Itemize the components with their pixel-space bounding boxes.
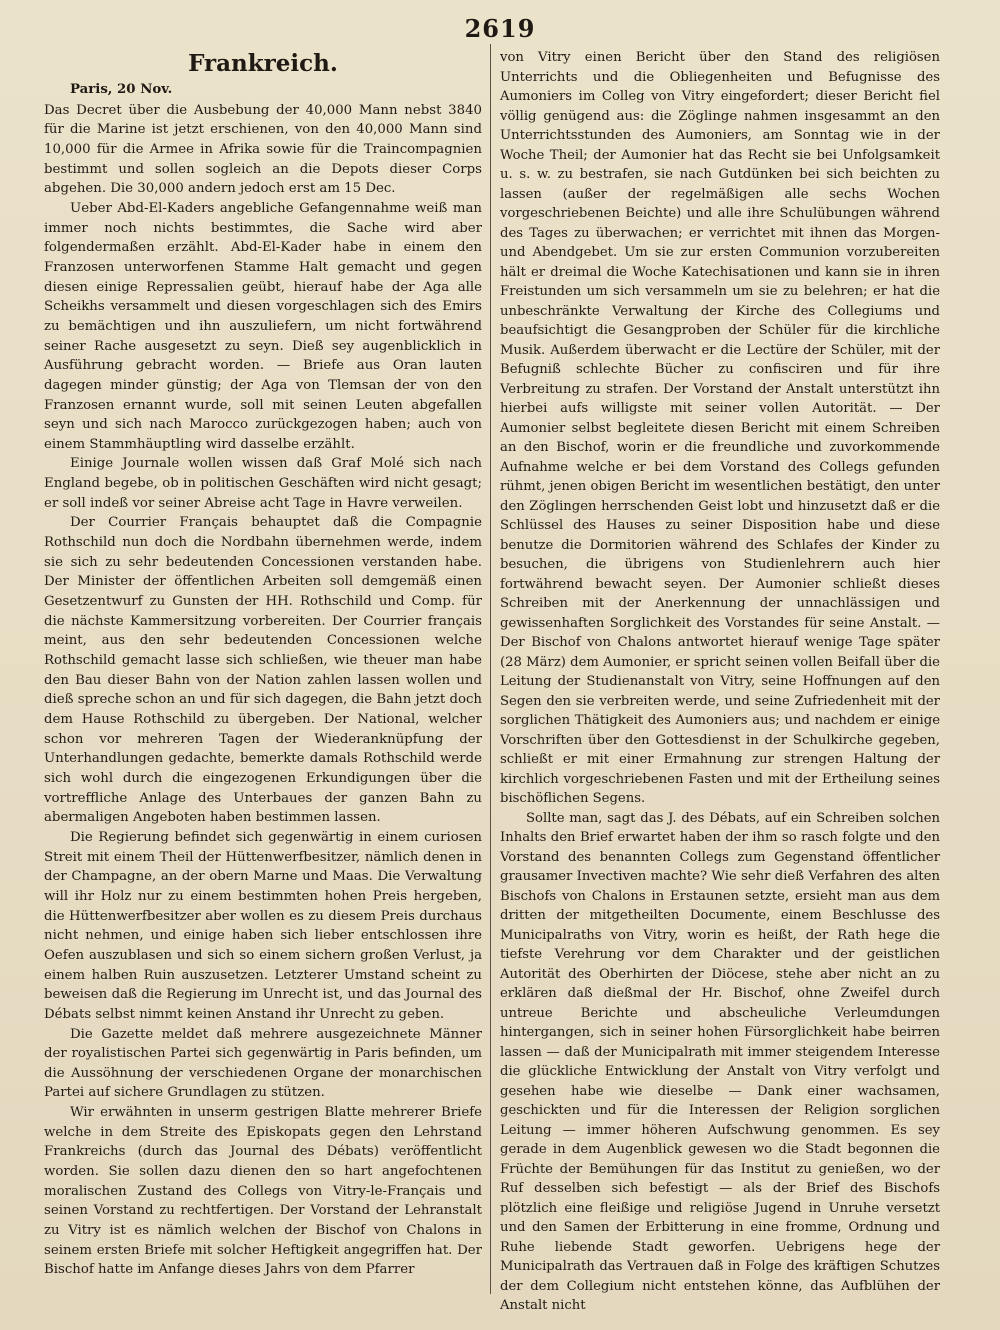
article-paragraph: Das Decret über die Ausbebung der 40,000 Mann nebst 3840 für die Marine ist jetzt erschienen, von den 40,000 Mann sind 10,000 für die Armee in Afrika sowie für die Traincompagnien bestimmt und sollen sogleich an die Depots dieser Corps abgehen. Die 30,000 andern jedoch erst am 15 Dec. <box>44 102 482 197</box>
article-paragraph: Der Courrier Français behauptet daß die Compagnie Rothschild nun doch die Nordbahn übernehmen werde, indem sie sich zu sehr bedeutenden Concessionen verstanden habe. Der Minister der öffentlichen Arbeiten soll demgemäß einen Gesetzentwurf zu Gunsten der HH. Rothschild und Comp. für die nächste Kammersitzung vorbereiten. Der Courrier français meint, aus den sehr bedeutenden Concessionen welche Rothschild gemacht lasse sich schließen, wie theuer man habe den Bau dieser Bahn von der Nation zahlen lassen wollen und dieß spreche schon an und für sich dagegen, die Bahn jetzt doch dem Hause Rothschild zu übergeben. Der National, welcher schon vor mehreren Tagen der Wiederanknüpfung der Unterhandlungen gedachte, bemerkte damals Rothschild werde sich wohl durch die eingezogenen Erkundigungen über die vortreffliche Anlage des Unterbaues der ganzen Bahn zu abermaligen Angeboten haben bestimmen lassen. <box>44 515 482 826</box>
article-paragraph: Einige Journale wollen wissen daß Graf Molé sich nach England begebe, ob in politischen Geschäften wird nicht gesagt; er soll indeß vor seiner Abreise acht Tage in Havre verweilen. <box>44 456 482 511</box>
page-number: 2619 <box>464 14 536 43</box>
dateline: Paris, 20 Nov. <box>70 82 173 97</box>
section-heading: Frankreich. <box>188 50 338 77</box>
article-paragraph: Sollte man, sagt das J. des Débats, auf ein Schreiben solchen Inhalts den Brief erwartet haben der ihm so rasch folgte und den Vorstand des benannten Collegs zum Gegenstand öffentlicher grausamer Invectiven machte? Wie sehr dieß Verfahren des alten Bischofs von Chalons in Erstaunen setzte, ersieht man aus dem dritten der mitgetheilten Documente, einem Beschlusse des Municipalraths von Vitry, worin es heißt, der Rath hege die tiefste Verehrung vor dem Charakter und der geistlichen Autorität des Oberhirten der Diöcese, stehe aber nicht an zu erklären daß dießmal der Hr. Bischof, ohne Zweifel durch untreue Berichte und abscheuliche Verleumdungen hintergangen, sich in seiner hohen Fürsorglichkeit habe beirren lassen — daß der Municipalrath mit immer steigendem Interesse die glückliche Entwicklung der Anstalt von Vitry verfolgt und gesehen habe wie dieselbe — Dank einer wachsamen, geschickten und für die Interessen der Religion sorglichen Leitung — immer höheren Aufschwung genommen. Es sey gerade in dem Augenblick gewesen wo die Stadt begonnen die Früchte der Bemühungen für das Institut zu genießen, wo der Ruf desselben sich befestigt — als der Brief des Bischofs plötzlich eine fleißige und religiöse Jugend in Unruhe versetzt und den Samen der Erbitterung in eine fromme, Ordnung und Ruhe liebende Stadt geworfen. Uebrigens hege der Municipalrath das Vertrauen daß in Folge des kräftigen Schutzes der dem Collegium nicht entstehen könne, das Aufblühen der Anstalt nicht <box>500 810 940 1313</box>
right-column <box>500 48 940 1316</box>
article-paragraph: Ueber Abd-El-Kaders angebliche Gefangennahme weiß man immer noch nichts bestimmtes, die Sache wird aber folgendermaßen erzählt. Abd-El-Kader habe in einem den Franzosen unterworfenen Stamme Halt gemacht und gegen diesen einige Repressalien geübt, hierauf habe der Aga alle Scheikhs versammelt und diesen vorgeschlagen sich des Emirs zu bemächtigen und ihn auszuliefern, um nicht fortwährend seiner Rache ausgesetzt zu seyn. Dieß sey augenblicklich in Ausführung gebracht worden. — Briefe aus Oran lauten dagegen minder günstig; der Aga von Tlemsan der von den Franzosen ernannt wurde, soll mit seinen Leuten abgefallen seyn und sich nach Marocco zurückgezogen haben; auch von einem Stammhäuptling wird dasselbe erzählt. <box>44 200 482 452</box>
article-paragraph: Die Regierung befindet sich gegenwärtig in einem curiosen Streit mit einem Theil der Hüttenwerfbesitzer, nämlich denen in der Champagne, an der obern Marne und Maas. Die Verwaltung will ihr Holz nur zu einem bestimmten hohen Preis hergeben, die Hüttenwerfbesitzer aber wollen es zu diesem Preis durchaus nicht nehmen, und einige haben sich lieber entschlossen ihre Oefen auszublasen und sich so einem sichern großen Verlust, ja einem halben Ruin auszusetzen. Letzterer Umstand scheint zu beweisen daß die Regierung im Unrecht ist, und das Journal des Débats selbst nimmt keinen Anstand ihr Unrecht zu geben. <box>44 829 482 1022</box>
left-column <box>44 46 482 1280</box>
article-paragraph: Wir erwähnten in unserm gestrigen Blatte mehrerer Briefe welche in dem Streite des Episkopats gegen den Lehrstand Frankreichs (durch das Journal des Débats) veröffentlicht worden. Sie sollen dazu dienen den so hart angefochtenen moralischen Zustand des Collegs von Vitry-le-Français und seinen Vorstand zu rechtfertigen. Der Vorstand der Lehranstalt zu Vitry ist es nämlich welchen der Bischof von Chalons in seinem ersten Briefe mit solcher Heftigkeit angegriffen hat. Der Bischof hatte im Anfange dieses Jahrs von dem Pfarrer <box>44 1105 482 1278</box>
column-divider <box>490 44 491 1294</box>
article-paragraph: Die Gazette meldet daß mehrere ausgezeichnete Männer der royalistischen Partei sich gegenwärtig in Paris befinden, um die Aussöhnung der verschiedenen Organe der monarchischen Partei auf sichere Grundlagen zu stützen. <box>44 1026 482 1101</box>
article-paragraph: von Vitry einen Bericht über den Stand des religiösen Unterrichts und die Obliegenheiten und Befugnisse des Aumoniers im Colleg von Vitry eingefordert; dieser Bericht fiel völlig genügend aus: die Zöglinge nahmen insgesammt an den Unterrichtsstunden des Aumoniers, am Sonntag wie in der Woche Theil; der Aumonier hat das Recht sie bei Unfolgsamkeit u. s. w. zu bestrafen, sie nach Gutdünken bei sich beichten zu lassen (außer der regelmäßigen alle sechs Wochen vorgeschriebenen Beichte) und alle ihre Schulübungen während des Tages zu überwachen; er verrichtet mit ihnen das Morgen- und Abendgebet. Um sie zur ersten Communion vorzubereiten hält er dreimal die Woche Katechisationen und kann sie in ihren Freistunden um sich versammeln um sie zu belehren; er hat die unbeschränkte Verwaltung der Kirche des Collegiums und beaufsichtigt die Gesangproben der Schüler für die kirchliche Musik. Außerdem überwacht er die Lectüre der Schüler, mit der Befugniß schlechte Bücher zu confisciren und für ihre Verbreitung zu strafen. Der Vorstand der Anstalt unterstützt ihn hierbei aufs willigste mit seiner vollen Autorität. — Der Aumonier selbst begleitete diesen Bericht mit einem Schreiben an den Bischof, worin er die freundliche und zuvorkommende Aufnahme welche er bei dem Vorstand des Collegs gefunden rühmt, jenen obigen Bericht im wesentlichen bestätigt, den unter den Zöglingen herrschenden Geist lobt und hinzusetzt daß er die Schlüssel des Hauses zu seiner Disposition habe und diese benutze die Dormitorien während des Schlafes der Kinder zu besuchen, die übrigens von Studienlehrern auch hier fortwährend bewacht seyen. Der Aumonier schließt dieses Schreiben mit der Anerkennung der unnachlässigen und gewissenhaften Sorglichkeit des Vorstandes für seine Anstalt. — Der Bischof von Chalons antwortet hierauf wenige Tage später (28 März) dem Aumonier, er spricht seinen vollen Beifall über die Leitung der Studienanstalt von Vitry, seine Hoffnungen auf den Segen den sie verbreiten werde, und seine Zufriedenheit mit der sorglichen Thätigkeit des Aumoniers aus; und nachdem er einige Vorschriften über den Gottesdienst in der Schulkirche gegeben, schließt er mit einer Ermahnung zur strengen Haltung der kirchlich vorgeschriebenen Fasten und mit der Ertheilung seines bischöflichen Segens. <box>500 50 940 806</box>
